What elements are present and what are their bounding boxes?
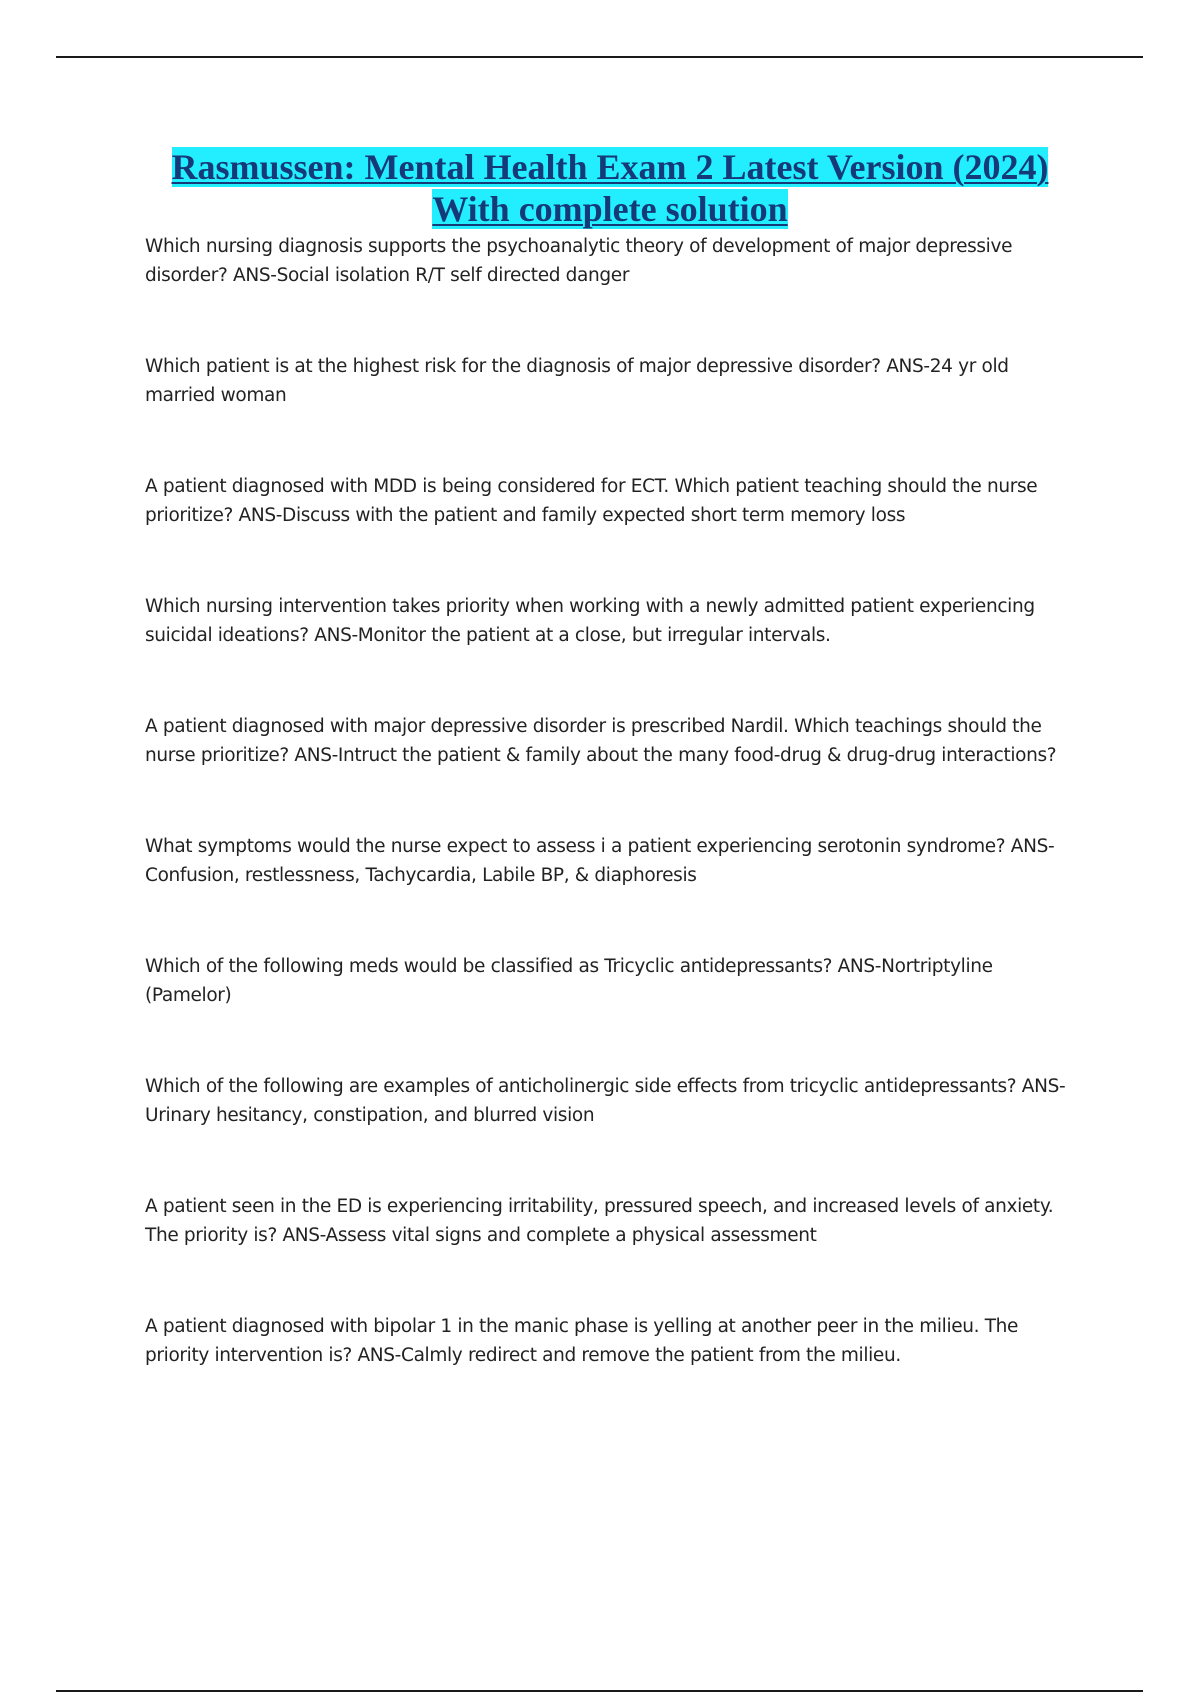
qa-item-10: A patient diagnosed with bipolar 1 in the manic phase is yelling at another peer in the milieu. The priority intervention is? ANS-Calmly redirect and remove the patient from the milieu.	[145, 1316, 1019, 1366]
qa-item-5: A patient diagnosed with major depressive disorder is prescribed Nardil. Which teachings should the nurse prioritize? ANS-Intruct the patient & family about the many food-drug & drug-drug interactions?	[145, 716, 1057, 766]
qa-item-8: Which of the following are examples of anticholinergic side effects from tricyclic antidepressants? ANS-Urinary hesitancy, constipation, and blurred vision	[145, 1076, 1066, 1126]
title-highlight: Rasmussen: Mental Health Exam 2 Latest Version (2024) With complete solution	[171, 147, 1049, 229]
qa-item-1: Which nursing diagnosis supports the psychoanalytic theory of development of major depressive disorder? ANS-Social isolation R/T self directed danger	[145, 236, 1013, 286]
qa-item-6: What symptoms would the nurse expect to assess i a patient experiencing serotonin syndrome? ANS-Confusion, restlessness, Tachycardia, Labile BP, & diaphoresis	[145, 836, 1055, 886]
qa-item-7: Which of the following meds would be classified as Tricyclic antidepressants? ANS-Nortriptyline (Pamelor)	[145, 956, 993, 1006]
document-title	[150, 146, 1070, 230]
top-rule	[56, 56, 1143, 58]
qa-item-9: A patient seen in the ED is experiencing irritability, pressured speech, and increased levels of anxiety. The priority is? ANS-Assess vital signs and complete a physical assessment	[145, 1196, 1054, 1246]
bottom-rule	[56, 1690, 1143, 1692]
qa-item-2: Which patient is at the highest risk for the diagnosis of major depressive disorder? ANS-24 yr old married woman	[145, 356, 1009, 406]
qa-item-4: Which nursing intervention takes priority when working with a newly admitted patient experiencing suicidal ideations? ANS-Monitor the patient at a close, but irregular intervals.	[145, 596, 1035, 646]
qa-item-3: A patient diagnosed with MDD is being considered for ECT. Which patient teaching should the nurse prioritize? ANS-Discuss with the patient and family expected short term memory loss	[145, 476, 1038, 526]
